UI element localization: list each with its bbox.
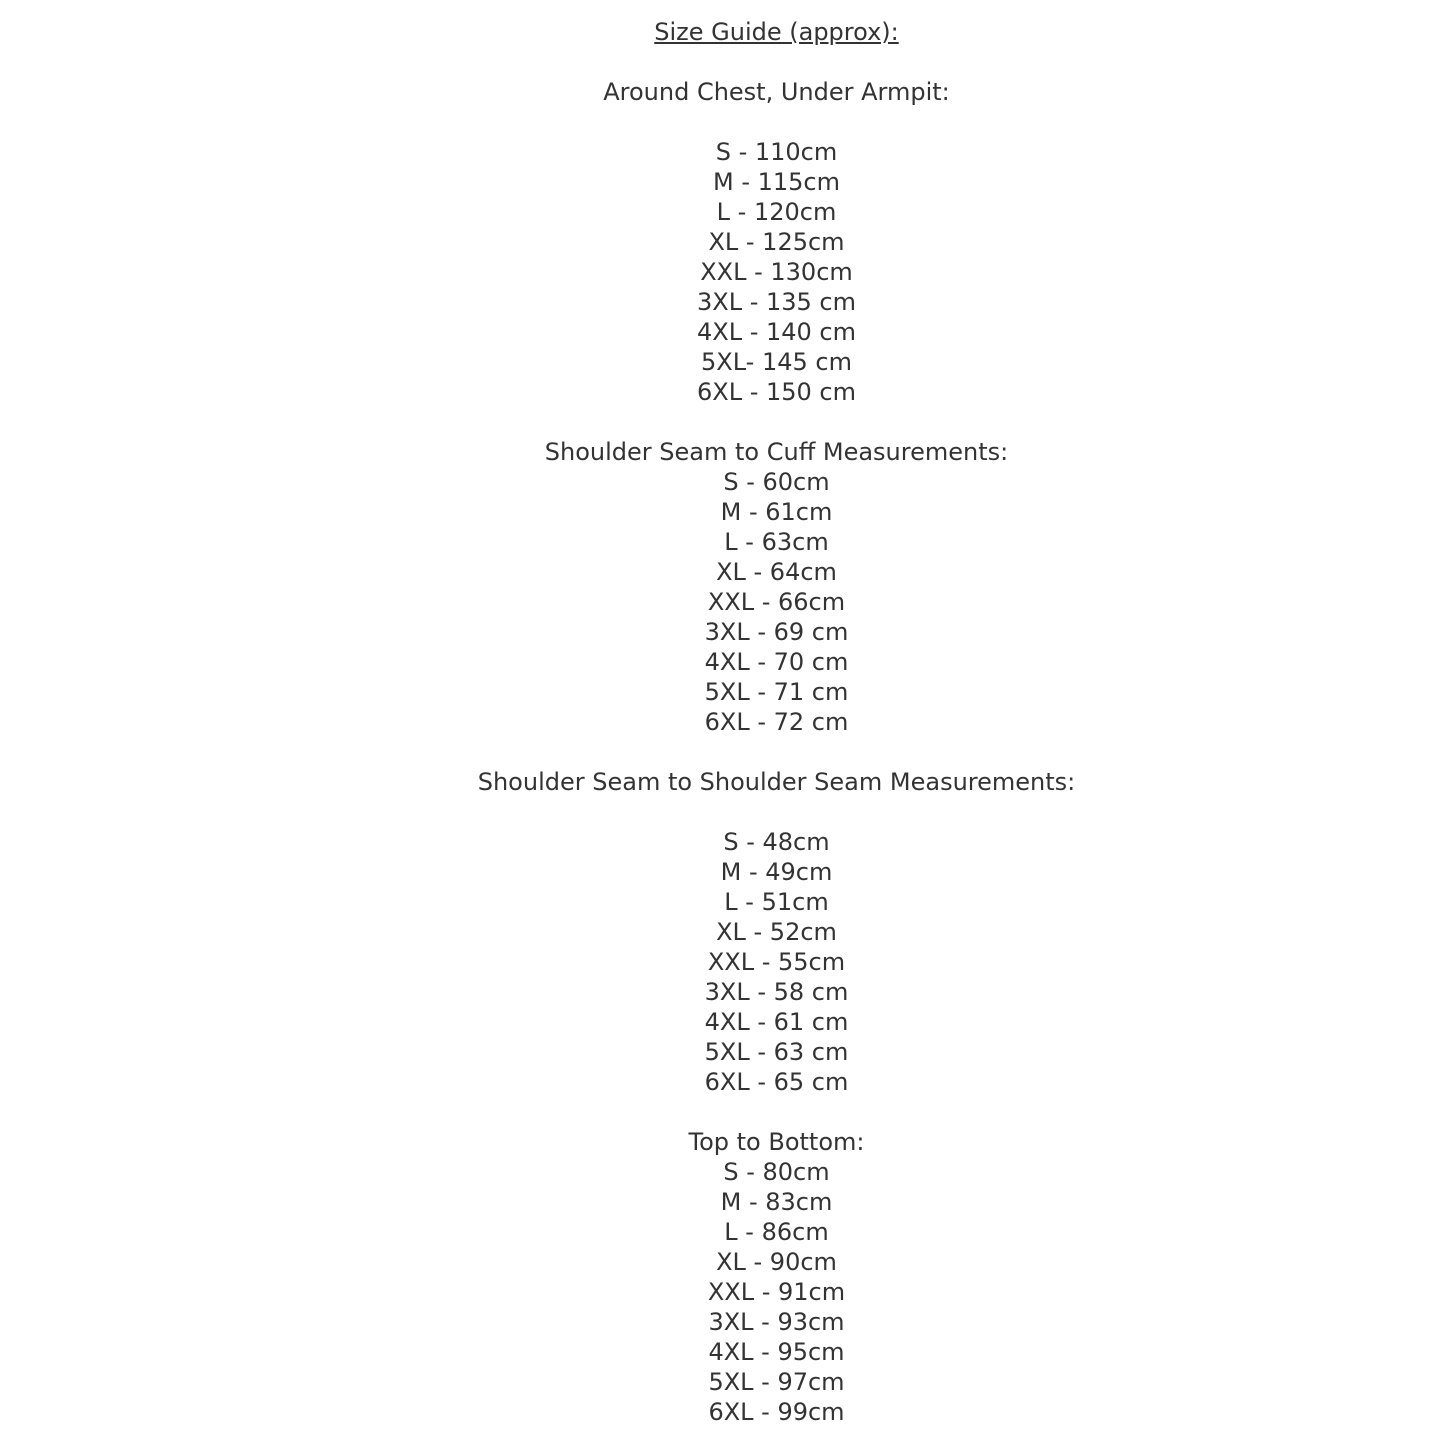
size-guide-title: Size Guide (approx): <box>654 18 899 46</box>
size-row: 6XL - 99cm <box>708 1398 845 1426</box>
size-row: XXL - 55cm <box>707 948 846 976</box>
size-row: M - 83cm <box>720 1188 833 1216</box>
size-row: M - 61cm <box>720 498 833 526</box>
size-row: M - 49cm <box>720 858 833 886</box>
size-row: 6XL - 150 cm <box>696 378 856 406</box>
blank-line <box>108 797 1445 827</box>
size-row: L - 51cm <box>724 888 829 916</box>
size-row: 5XL- 145 cm <box>701 348 852 376</box>
blank-line <box>108 407 1445 437</box>
size-row: XL - 64cm <box>716 558 837 586</box>
blank-line <box>108 107 1445 137</box>
size-row: 5XL - 71 cm <box>704 678 849 706</box>
size-row: S - 80cm <box>723 1158 830 1186</box>
size-row: XL - 52cm <box>716 918 837 946</box>
size-row: 3XL - 135 cm <box>696 288 856 316</box>
size-row: XXL - 91cm <box>707 1278 846 1306</box>
size-row: 4XL - 61 cm <box>704 1008 849 1036</box>
size-row: 5XL - 63 cm <box>704 1038 849 1066</box>
size-row: 3XL - 69 cm <box>704 618 849 646</box>
size-row: 4XL - 95cm <box>708 1338 845 1366</box>
section-heading-shoulder: Shoulder Seam to Shoulder Seam Measurements: <box>477 768 1076 796</box>
size-row: L - 86cm <box>724 1218 829 1246</box>
size-row: S - 60cm <box>723 468 830 496</box>
section-heading-length: Top to Bottom: <box>688 1128 865 1156</box>
size-row: XL - 90cm <box>716 1248 837 1276</box>
blank-line <box>108 47 1445 77</box>
size-row: S - 110cm <box>715 138 838 166</box>
size-row: 6XL - 65 cm <box>704 1068 849 1096</box>
size-row: 5XL - 97cm <box>708 1368 845 1396</box>
size-row: 4XL - 140 cm <box>696 318 856 346</box>
size-row: 6XL - 72 cm <box>704 708 849 736</box>
size-row: L - 63cm <box>724 528 829 556</box>
size-row: M - 115cm <box>712 168 840 196</box>
size-row: 3XL - 58 cm <box>704 978 849 1006</box>
size-row: 3XL - 93cm <box>708 1308 845 1336</box>
size-row: XXL - 130cm <box>700 258 853 286</box>
blank-line <box>108 737 1445 767</box>
size-row: 4XL - 70 cm <box>704 648 849 676</box>
section-heading-cuff: Shoulder Seam to Cuff Measurements: <box>544 438 1009 466</box>
size-row: XL - 125cm <box>708 228 845 256</box>
size-row: S - 48cm <box>723 828 830 856</box>
size-row: L - 120cm <box>716 198 837 226</box>
size-row: XXL - 66cm <box>707 588 846 616</box>
section-heading-chest: Around Chest, Under Armpit: <box>603 78 950 106</box>
blank-line <box>108 1097 1445 1127</box>
